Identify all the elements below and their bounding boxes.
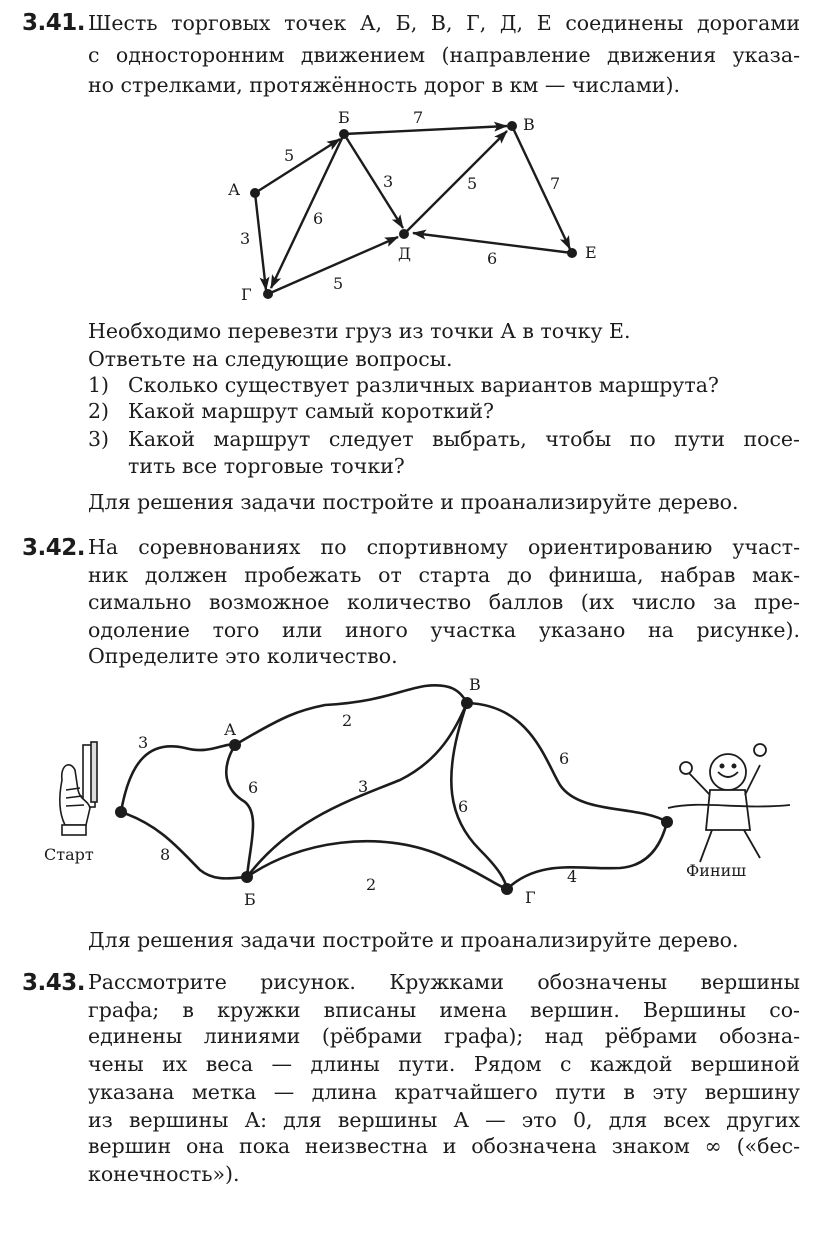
edge-weight: 3 [383,172,394,191]
vertex-label-G: Г [241,285,252,304]
p343-text-line: вершин она пока неизвестна и обозначена знаком ∞ («бес- [88,1134,800,1158]
route-points: 6 [458,797,469,816]
route-points: 2 [342,711,353,730]
question-text: Сколько существует различных вариантов маршрута? [128,373,719,397]
p343-text-line: графа; в кружки вписаны имена вершин. Вершины со- [88,998,800,1022]
route-points: 8 [160,845,171,864]
vertex-label-A: А [228,180,241,199]
problem-number-3-42: 3.42. [22,535,85,561]
edge-V-E [512,126,570,249]
p342-closing: Для решения задачи постройте и проанализируйте дерево. [88,928,739,952]
orienteering-map [0,670,816,915]
question-text: Какой маршрут следует выбрать, чтобы по пути посе- [128,427,800,451]
checkpoint-V [461,697,473,709]
checkpoint-A [229,739,241,751]
p342-text-line: одоление того или иного участка указано на рисунке). [88,618,800,642]
vertex-label-D: Д [398,244,412,263]
vertex-B [339,129,349,139]
problem-number-3-43: 3.43. [22,970,85,996]
label-checkpoint-G: Г [525,888,536,907]
p342-text-line: Определите это количество. [88,644,398,668]
p341-text-line: Необходимо перевезти груз из точки А в точку Е. [88,319,631,343]
label-start: Старт [44,845,94,864]
route-points: 6 [559,749,570,768]
p343-text-line: чены их веса — длины пути. Рядом с каждой вершиной [88,1052,800,1076]
label-finish: Финиш [686,861,747,880]
p343-text-line: Рассмотрите рисунок. Кружками обозначены вершины [88,970,800,994]
p341-closing: Для решения задачи постройте и проанализируйте дерево. [88,490,739,514]
p342-text-line: симально возможное количество баллов (их число за пре- [88,590,800,614]
p343-text-line: единены линиями (рёбрами графа); над рёбрами обозна- [88,1024,800,1048]
vertex-E [567,248,577,258]
vertex-label-V: В [523,115,535,134]
edge-weight: 7 [550,174,561,193]
route-points: 4 [567,867,578,886]
p343-text-line: конечность»). [88,1162,240,1186]
route-V-G [451,703,507,889]
vertex-A [250,188,260,198]
edge-B-V [344,126,507,134]
p341-text-line: но стрелками, протяжённость дорог в км — числами). [88,73,680,97]
edge-A-B [255,139,340,193]
route-G-finish [507,822,667,889]
vertex-label-B: Б [338,108,350,127]
p342-text-line: На соревнованиях по спортивному ориентированию участ- [88,535,800,559]
vertex-D [399,229,409,239]
checkpoint-finish [661,816,673,828]
question-item-continuation [88,452,405,480]
question-number: 2) [88,399,110,423]
p341-route-graph [0,0,816,320]
edge-weight: 6 [313,209,324,228]
p341-text-line: Ответьте на следующие вопросы. [88,347,453,371]
vertex-label-E: Е [585,243,597,262]
question-item [88,397,494,425]
label-checkpoint-A: А [224,720,237,739]
question-text: тить все торговые точки? [128,454,405,478]
checkpoint-G [501,883,513,895]
route-points: 3 [358,777,369,796]
finish-runner-icon [668,744,790,862]
p341-text-line: Шесть торговых точек А, Б, В, Г, Д, Е соединены дорогами [88,11,800,35]
route-A-B [226,745,253,877]
edge-weight: 7 [413,108,424,127]
route-B-G [247,841,507,889]
vertex-G [263,289,273,299]
question-item [88,371,719,399]
edge-weight: 6 [487,249,498,268]
question-item [88,425,800,453]
edge-B-D [344,134,403,228]
vertex-V [507,121,517,131]
route-points: 6 [248,778,259,797]
route-B-V [247,703,467,877]
edge-weight: 5 [467,174,478,193]
question-text: Какой маршрут самый короткий? [128,399,495,423]
label-checkpoint-V: В [469,675,481,694]
p343-text-line: указана метка — длина кратчайшего пути в эту вершину [88,1080,800,1104]
label-checkpoint-B: Б [244,890,256,909]
route-points: 2 [366,875,377,894]
checkpoint-start [115,806,127,818]
checkpoint-B [241,871,253,883]
edge-A-G [255,193,266,290]
p343-text-line: из вершины А: для вершины А — это 0, для всех других [88,1108,800,1132]
p342-text-line: ник должен пробежать от старта до финиша, набрав мак- [88,563,800,587]
start-hand-icon [60,742,97,835]
route-start-A [121,745,235,812]
question-number: 3) [88,427,110,451]
edge-weight: 3 [240,229,251,248]
route-start-B [121,812,247,878]
edge-weight: 5 [284,146,295,165]
route-points: 3 [138,733,149,752]
problem-number-3-41: 3.41. [22,10,85,36]
edge-weight: 5 [333,274,344,293]
p341-text-line: с односторонним движением (направление движения указа- [88,43,800,67]
edge-D-V [404,131,507,234]
question-number: 1) [88,373,110,397]
